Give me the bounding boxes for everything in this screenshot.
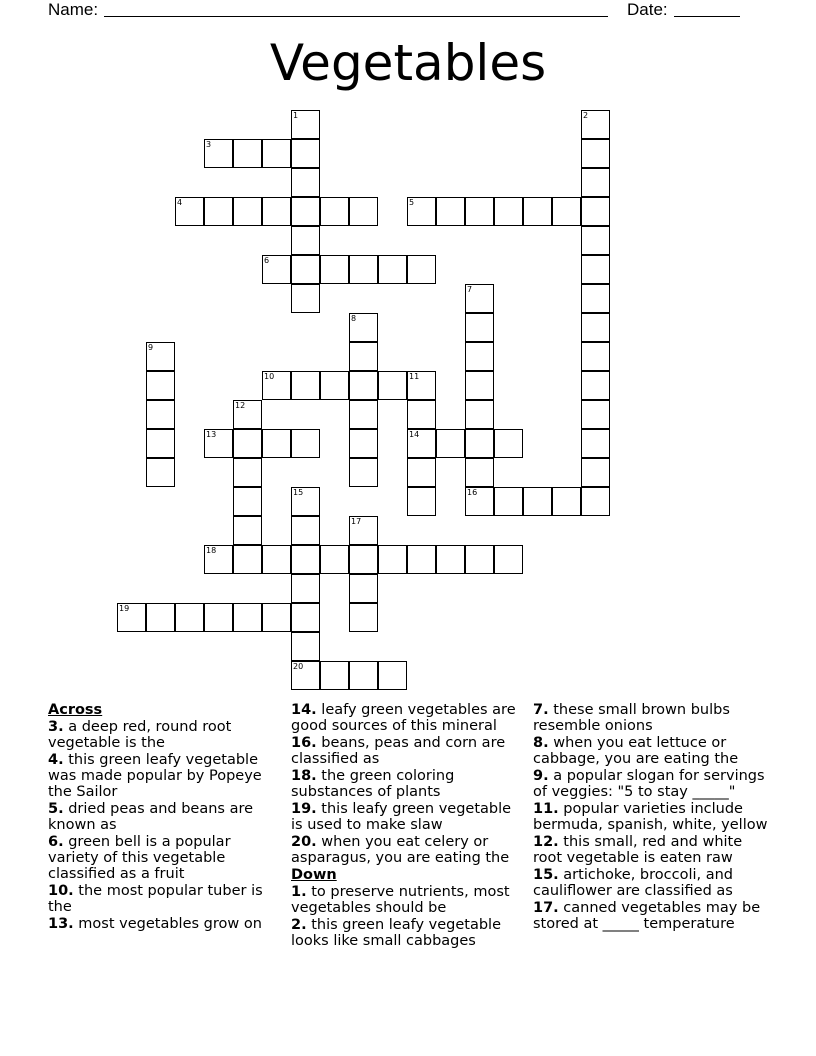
grid-cell[interactable] bbox=[175, 197, 204, 226]
grid-cell[interactable] bbox=[349, 516, 378, 545]
grid-cell[interactable] bbox=[378, 661, 407, 690]
clue-across-14: 14. leafy green vegetables are good sources of this mineral bbox=[291, 702, 516, 734]
grid-cell[interactable] bbox=[465, 284, 494, 313]
clue-across-5: 5. dried peas and beans are known as bbox=[48, 801, 254, 833]
clue-down-17: 17. canned vegetables may be stored at _____ temperature bbox=[533, 900, 761, 932]
grid-cell[interactable] bbox=[349, 574, 378, 603]
grid-cell[interactable] bbox=[581, 487, 610, 516]
cell-number: 19 bbox=[119, 604, 130, 613]
grid-cell[interactable] bbox=[146, 603, 175, 632]
grid-cell[interactable] bbox=[407, 429, 436, 458]
page-title: Vegetables bbox=[269, 34, 547, 92]
grid-cell[interactable] bbox=[465, 342, 494, 371]
grid-cell[interactable] bbox=[581, 197, 610, 226]
grid-cell[interactable] bbox=[407, 487, 436, 516]
cell-number: 17 bbox=[351, 517, 362, 526]
grid-cell[interactable] bbox=[465, 197, 494, 226]
grid-cell[interactable] bbox=[233, 400, 262, 429]
clue-across-20: 20. when you eat celery or asparagus, you are eating the bbox=[291, 834, 510, 866]
grid-cell[interactable] bbox=[262, 603, 291, 632]
grid-cell[interactable] bbox=[523, 487, 552, 516]
grid-cell[interactable] bbox=[262, 197, 291, 226]
grid-cell[interactable] bbox=[349, 429, 378, 458]
grid-cell[interactable] bbox=[465, 371, 494, 400]
cell-number: 7 bbox=[467, 285, 473, 294]
grid-cell[interactable] bbox=[407, 400, 436, 429]
grid-cell[interactable] bbox=[146, 371, 175, 400]
grid-cell[interactable] bbox=[291, 110, 320, 139]
grid-cell[interactable] bbox=[581, 342, 610, 371]
cell-number: 1 bbox=[293, 111, 299, 120]
grid-cell[interactable] bbox=[407, 255, 436, 284]
cell-number: 16 bbox=[467, 488, 478, 497]
grid-cell[interactable] bbox=[175, 603, 204, 632]
cell-number: 10 bbox=[264, 372, 275, 381]
cell-number: 6 bbox=[264, 256, 270, 265]
grid-cell[interactable] bbox=[465, 545, 494, 574]
grid-cell[interactable] bbox=[262, 371, 291, 400]
grid-cell[interactable] bbox=[581, 110, 610, 139]
clue-across-13: 13. most vegetables grow on bbox=[48, 916, 262, 932]
clue-down-12: 12. this small, red and white root vegetable is eaten raw bbox=[533, 834, 743, 866]
clue-down-7: 7. these small brown bulbs resemble onions bbox=[533, 702, 730, 734]
grid-cell[interactable] bbox=[407, 545, 436, 574]
grid-cell[interactable] bbox=[146, 458, 175, 487]
grid-cell[interactable] bbox=[581, 400, 610, 429]
grid-cell[interactable] bbox=[523, 197, 552, 226]
grid-cell[interactable] bbox=[291, 255, 320, 284]
grid-cell[interactable] bbox=[552, 197, 581, 226]
grid-cell[interactable] bbox=[146, 342, 175, 371]
grid-cell[interactable] bbox=[233, 458, 262, 487]
grid-cell[interactable] bbox=[233, 545, 262, 574]
clue-across-19: 19. this leafy green vegetable is used to make slaw bbox=[291, 801, 512, 833]
clue-across-6: 6. green bell is a popular variety of this vegetable classified as a fruit bbox=[48, 834, 231, 882]
grid-cell[interactable] bbox=[349, 313, 378, 342]
grid-cell[interactable] bbox=[262, 429, 291, 458]
grid-cell[interactable] bbox=[581, 429, 610, 458]
grid-cell[interactable] bbox=[581, 458, 610, 487]
grid-cell[interactable] bbox=[291, 574, 320, 603]
clue-down-9: 9. a popular slogan for servings of veggies: "5 to stay _____" bbox=[533, 768, 765, 800]
grid-cell[interactable] bbox=[291, 168, 320, 197]
grid-cell[interactable] bbox=[349, 661, 378, 690]
grid-cell[interactable] bbox=[581, 139, 610, 168]
grid-cell[interactable] bbox=[146, 400, 175, 429]
grid-cell[interactable] bbox=[581, 371, 610, 400]
grid-cell[interactable] bbox=[465, 429, 494, 458]
grid-cell[interactable] bbox=[291, 226, 320, 255]
grid-cell[interactable] bbox=[320, 371, 349, 400]
cell-number: 15 bbox=[293, 488, 304, 497]
grid-cell[interactable] bbox=[204, 429, 233, 458]
grid-cell[interactable] bbox=[407, 458, 436, 487]
clues-column-3 bbox=[533, 702, 773, 933]
name-label: Name: bbox=[48, 0, 99, 19]
grid-cell[interactable] bbox=[146, 429, 175, 458]
grid-cell[interactable] bbox=[204, 139, 233, 168]
grid-cell[interactable] bbox=[349, 255, 378, 284]
grid-cell[interactable] bbox=[233, 487, 262, 516]
grid-cell[interactable] bbox=[465, 487, 494, 516]
cell-number: 5 bbox=[409, 198, 415, 207]
clue-across-18: 18. the green coloring substances of plants bbox=[291, 768, 455, 800]
cell-number: 9 bbox=[148, 343, 154, 352]
cell-number: 2 bbox=[583, 111, 589, 120]
grid-cell[interactable] bbox=[320, 661, 349, 690]
grid-cell[interactable] bbox=[117, 603, 146, 632]
grid-cell[interactable] bbox=[436, 429, 465, 458]
cell-number: 8 bbox=[351, 314, 357, 323]
grid-cell[interactable] bbox=[291, 284, 320, 313]
down-heading: Down bbox=[291, 867, 337, 883]
grid-cell[interactable] bbox=[349, 458, 378, 487]
grid-cell[interactable] bbox=[291, 487, 320, 516]
grid-cell[interactable] bbox=[233, 429, 262, 458]
clue-across-16: 16. beans, peas and corn are classified as bbox=[291, 735, 506, 767]
grid-cell[interactable] bbox=[291, 603, 320, 632]
grid-cell[interactable] bbox=[233, 603, 262, 632]
clue-across-10: 10. the most popular tuber is the bbox=[48, 883, 263, 915]
grid-cell[interactable] bbox=[291, 516, 320, 545]
grid-cell[interactable] bbox=[291, 632, 320, 661]
grid-cell[interactable] bbox=[320, 197, 349, 226]
grid-cell[interactable] bbox=[291, 197, 320, 226]
cell-number: 14 bbox=[409, 430, 420, 439]
cell-number: 20 bbox=[293, 662, 304, 671]
grid-cell[interactable] bbox=[291, 139, 320, 168]
clue-across-4: 4. this green leafy vegetable was made popular by Popeye the Sailor bbox=[48, 752, 262, 800]
clues-column-1 bbox=[48, 702, 270, 933]
grid-cell[interactable] bbox=[378, 371, 407, 400]
grid-cell[interactable] bbox=[581, 284, 610, 313]
cell-number: 18 bbox=[206, 546, 217, 555]
grid-cell[interactable] bbox=[204, 603, 233, 632]
grid-cell[interactable] bbox=[349, 400, 378, 429]
grid-cell[interactable] bbox=[436, 545, 465, 574]
cell-number: 12 bbox=[235, 401, 246, 410]
cell-number: 11 bbox=[409, 372, 420, 381]
grid-cell[interactable] bbox=[378, 255, 407, 284]
grid-cell[interactable] bbox=[581, 313, 610, 342]
grid-cell[interactable] bbox=[494, 197, 523, 226]
grid-cell[interactable] bbox=[494, 429, 523, 458]
grid-cell[interactable] bbox=[349, 545, 378, 574]
grid-cell[interactable] bbox=[349, 603, 378, 632]
grid-cell[interactable] bbox=[349, 342, 378, 371]
grid-cell[interactable] bbox=[494, 487, 523, 516]
grid-cell[interactable] bbox=[262, 139, 291, 168]
cell-number: 13 bbox=[206, 430, 217, 439]
grid-cell[interactable] bbox=[581, 226, 610, 255]
clues-column-2 bbox=[291, 702, 516, 950]
grid-cell[interactable] bbox=[291, 371, 320, 400]
grid-cell[interactable] bbox=[233, 516, 262, 545]
grid-cell[interactable] bbox=[262, 255, 291, 284]
grid-cell[interactable] bbox=[407, 371, 436, 400]
grid-cell[interactable] bbox=[465, 313, 494, 342]
clue-down-2: 2. this green leafy vegetable looks like small cabbages bbox=[291, 917, 501, 949]
grid-cell[interactable] bbox=[291, 429, 320, 458]
clue-down-11: 11. popular varieties include bermuda, spanish, white, yellow bbox=[533, 801, 768, 833]
across-heading: Across bbox=[48, 702, 103, 718]
grid-cell[interactable] bbox=[349, 197, 378, 226]
grid-cell[interactable] bbox=[581, 168, 610, 197]
grid-cell[interactable] bbox=[262, 545, 291, 574]
grid-cell[interactable] bbox=[233, 139, 262, 168]
grid-cell[interactable] bbox=[233, 197, 262, 226]
clue-down-15: 15. artichoke, broccoli, and cauliflower are classified as bbox=[533, 867, 733, 899]
grid-cell[interactable] bbox=[552, 487, 581, 516]
grid-cell[interactable] bbox=[291, 545, 320, 574]
grid-cell[interactable] bbox=[204, 545, 233, 574]
grid-cell[interactable] bbox=[320, 255, 349, 284]
grid-cell[interactable] bbox=[204, 197, 233, 226]
grid-cell[interactable] bbox=[349, 371, 378, 400]
grid-cell[interactable] bbox=[436, 197, 465, 226]
grid-cell[interactable] bbox=[407, 197, 436, 226]
clue-across-3: 3. a deep red, round root vegetable is the bbox=[48, 719, 232, 751]
grid-cell[interactable] bbox=[291, 661, 320, 690]
grid-cell[interactable] bbox=[581, 255, 610, 284]
cell-number: 3 bbox=[206, 140, 212, 149]
grid-cell[interactable] bbox=[465, 458, 494, 487]
grid-cell[interactable] bbox=[494, 545, 523, 574]
cell-number: 4 bbox=[177, 198, 183, 207]
clue-down-1: 1. to preserve nutrients, most vegetables should be bbox=[291, 884, 510, 916]
clue-down-8: 8. when you eat lettuce or cabbage, you are eating the bbox=[533, 735, 739, 767]
grid-cell[interactable] bbox=[465, 400, 494, 429]
date-label: Date: bbox=[627, 0, 668, 19]
grid-cell[interactable] bbox=[320, 545, 349, 574]
grid-cell[interactable] bbox=[378, 545, 407, 574]
